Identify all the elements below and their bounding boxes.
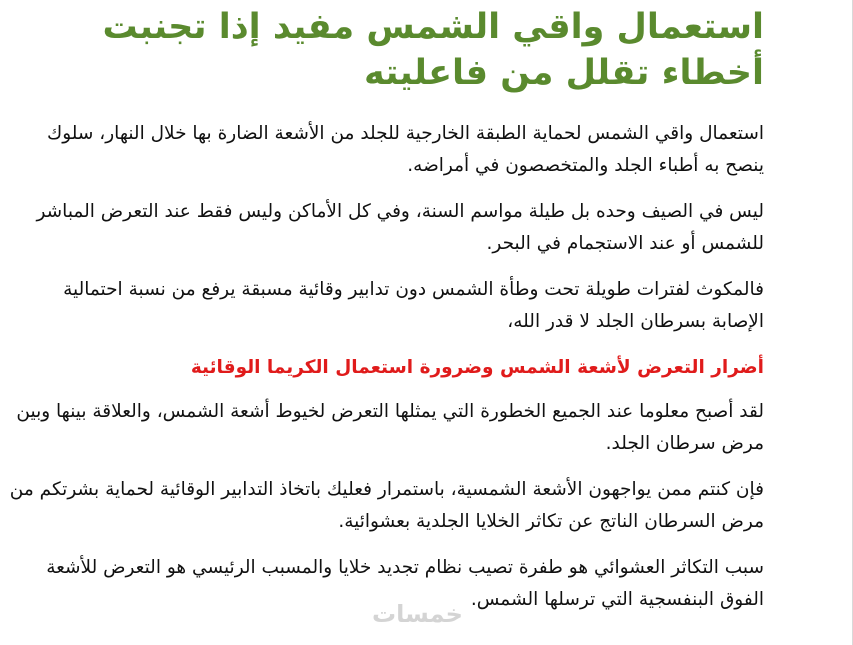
article [8, 0, 764, 616]
paragraph-prevention: فإن كنتم ممن يواجهون الأشعة الشمسية، باستمرار فعليك باتخاذ التدابير الوقائية لحماية بشرتكم من مرض السرطان الناتج عن تكاثر الخلايا الجلدية بعشوائية. [9, 479, 764, 532]
paragraph-danger: لقد أصبح معلوما عند الجميع الخطورة التي يمثلها التعرض لخيوط أشعة الشمس، والعلاقة بينها وبين مرض سرطان الجلد. [16, 401, 764, 454]
paragraph-seasons: ليس في الصيف وحده بل طيلة مواسم السنة، وفي كل الأماكن وليس فقط عند التعرض المباشر للشمس أو عند الاستجمام في البحر. [36, 201, 764, 254]
paragraph-cause: سبب التكاثر العشوائي هو طفرة تصيب نظام تجديد خلايا والمسبب الرئيسي هو التعرض للأشعة الفوق البنفسجية التي ترسلها الشمس. [46, 557, 764, 610]
watermark-logo: خمسات [372, 600, 463, 628]
article-title: استعمال واقي الشمس مفيد إذا تجنبت أخطاء تقلل من فاعليته [102, 7, 764, 93]
paragraph-intro: استعمال واقي الشمس لحماية الطبقة الخارجية للجلد من الأشعة الضارة بها خلال النهار، سلوك ينصح به أطباء الجلد والمتخصصون في أمراضه. [46, 123, 764, 176]
section-heading: أضرار التعرض لأشعة الشمس وضرورة استعمال الكريما الوقائية [190, 357, 764, 378]
paragraph-exposure: فالمكوث لفترات طويلة تحت وطأة الشمس دون تدابير وقائية مسبقة يرفع من نسبة احتمالية الإصابة بسرطان الجلد لا قدر الله، [63, 279, 764, 332]
